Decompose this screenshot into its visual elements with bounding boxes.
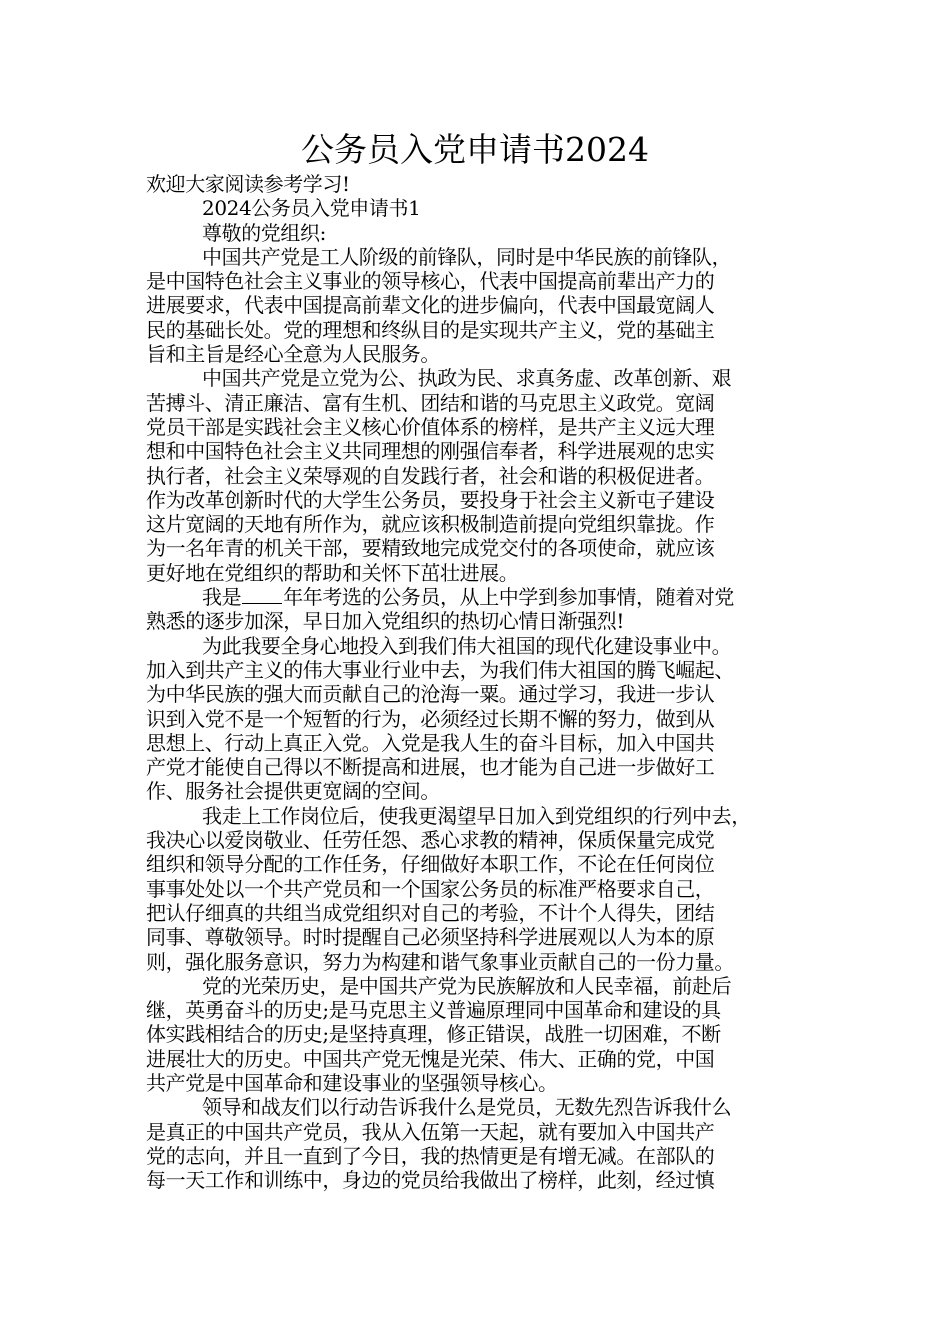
paragraph-line: 为此我要全身心地投入到我们伟大祖国的现代化建设事业中。 — [202, 633, 732, 658]
paragraph-2 — [146, 366, 812, 585]
paragraph-line: 进展要求，代表中国提高前辈文化的进步偏向，代表中国最宽阔人 — [146, 293, 715, 318]
paragraph-line: 中国共产党是立党为公、执政为民、求真务虚、改革创新、艰 — [202, 366, 732, 391]
paragraph-line: 我走上工作岗位后，使我更渴望早日加入到党组织的行列中去， — [202, 803, 751, 828]
paragraph-line: 作、服务社会提供更宽阔的空间。 — [146, 779, 440, 804]
paragraph-line: 识到入党不是一个短暂的行为，必须经过长期不懈的努力，做到从 — [146, 706, 715, 731]
paragraph-5 — [146, 804, 812, 974]
paragraph-line: 熟悉的逐步加深，早日加入党组织的热切心情日渐强烈! — [146, 609, 625, 634]
paragraph-line: 则，强化服务意识，努力为构建和谐气象事业贡献自己的一份力量。 — [146, 949, 734, 974]
paragraph-line: 事事处处以一个共产党员和一个国家公务员的标准严格要求自己， — [146, 876, 715, 901]
intro-line: 欢迎大家阅读参考学习! — [146, 172, 350, 196]
document-subtitle: 2024公务员入党申请书1 — [202, 196, 421, 221]
paragraph-line: 体实践相结合的历史;是坚持真理，修正错误，战胜一切困难，不断 — [146, 1022, 721, 1047]
paragraph-line: 党员干部是实践社会主义核心价值体系的榜样，是共产主义远大理 — [146, 414, 715, 439]
paragraph-line: 产党才能使自己得以不断提高和进展，也才能为自己进一步做好工 — [146, 755, 715, 780]
paragraph-line: 执行者，社会主义荣辱观的自发践行者，社会和谐的积极促进者。 — [146, 463, 715, 488]
paragraph-line: 组织和领导分配的工作任务，仔细做好本职工作，不论在任何岗位 — [146, 852, 715, 877]
paragraph-line: 民的基础长处。党的理想和终纵目的是实现共产主义，党的基础主 — [146, 317, 715, 342]
paragraph-line: 同事、尊敬领导。时时提醒自己必须坚持科学进展观以人为本的原 — [146, 925, 715, 950]
paragraph-4 — [146, 634, 812, 804]
document-body — [146, 172, 812, 1192]
paragraph-text: 我是 — [202, 585, 242, 610]
paragraph-7 — [146, 1095, 812, 1192]
paragraph-line: 为中华民族的强大而贡献自己的沧海一粟。通过学习，我进一步认 — [146, 682, 715, 707]
paragraph-line: 中国共产党是工人阶级的前锋队，同时是中华民族的前锋队， — [202, 244, 732, 269]
paragraph-line: 是真正的中国共产党员，我从入伍第一天起，就有要加入中国共产 — [146, 1119, 715, 1144]
paragraph-line: 继，英勇奋斗的历史;是马克思主义普遍原理同中国革命和建设的具 — [146, 998, 721, 1023]
paragraph-line: 更好地在党组织的帮助和关怀下茁壮进展。 — [146, 560, 519, 585]
paragraph-6 — [146, 974, 812, 1095]
paragraph-line: 是中国特色社会主义事业的领导核心，代表中国提高前辈出产力的 — [146, 269, 715, 294]
paragraph-line: 党的光荣历史，是中国共产党为民族解放和人民幸福，前赴后 — [202, 973, 732, 998]
document-title: 公务员入党申请书2024 — [301, 130, 649, 169]
paragraph-line: 共产党是中国革命和建设事业的坚强领导核心。 — [146, 1070, 558, 1095]
paragraph-line: 苦搏斗、清正廉洁、富有生机、团结和谐的马克思主义政党。宽阔 — [146, 390, 715, 415]
paragraph-line: 思想上、行动上真正入党。入党是我人生的奋斗目标，加入中国共 — [146, 730, 715, 755]
paragraph-line: 我决心以爱岗敬业、任劳任怨、悉心求教的精神，保质保量完成党 — [146, 828, 715, 853]
paragraph-line: 领导和战友们以行动告诉我什么是党员，无数先烈告诉我什么 — [202, 1095, 732, 1120]
paragraph-line: 把认仔细真的共组当成党组织对自己的考验，不计个人得失，团结 — [146, 900, 715, 925]
paragraph-line: 加入到共产主义的伟大事业行业中去，为我们伟大祖国的腾飞崛起、 — [146, 657, 734, 682]
paragraph-line: 旨和主旨是经心全意为人民服务。 — [146, 342, 440, 367]
paragraph-text: 年年考选的公务员，从上中学到参加事情，随着对党 — [283, 585, 735, 610]
salutation: 尊敬的党组织: — [202, 220, 326, 245]
paragraph-line: 进展壮大的历史。中国共产党无愧是光荣、伟大、正确的党，中国 — [146, 1046, 715, 1071]
paragraph-line: 每一天工作和训练中，身边的党员给我做出了榜样，此刻，经过慎 — [146, 1168, 715, 1193]
paragraph-line: 为一名年青的机关干部，要精致地完成党交付的各项使命，就应该 — [146, 536, 715, 561]
paragraph-line: 作为改革创新时代的大学生公务员，要投身于社会主义新屯子建设 — [146, 487, 715, 512]
paragraph-line — [146, 585, 812, 609]
paragraph-line: 想和中国特色社会主义共同理想的刚强信奉者，科学进展观的忠实 — [146, 439, 715, 464]
paragraph-line: 党的志向，并且一直到了今日，我的热情更是有增无减。在部队的 — [146, 1143, 715, 1168]
paragraph-3 — [146, 585, 812, 634]
fill-in-blank — [242, 587, 282, 604]
paragraph-1 — [146, 245, 812, 366]
paragraph-line: 这片宽阔的天地有所作为，就应该积极制造前提向党组织靠拢。作 — [146, 512, 715, 537]
